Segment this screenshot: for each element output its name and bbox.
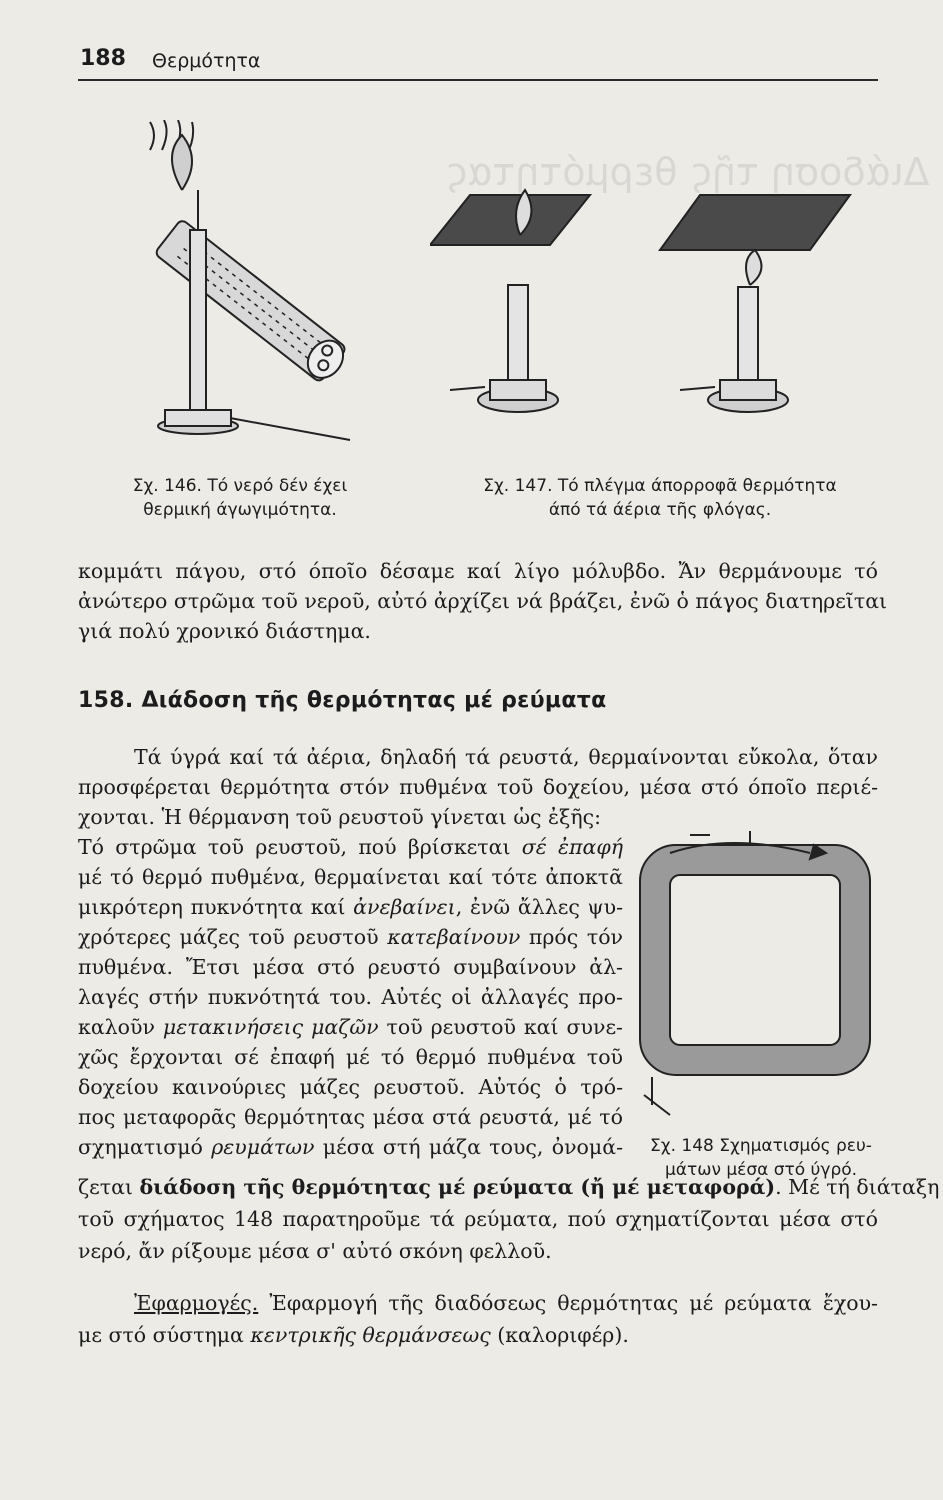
page-number: 188	[80, 46, 126, 71]
narrow-line-2: μέ τό θερμό πυθμένα, θερμαίνεται καί τότε ἀποκτᾶ	[78, 865, 623, 889]
caption-line: άπό τά άέρια τῆς φλόγας.	[548, 500, 772, 520]
caption-line: Σχ. 146. Τό νερό δέν έχει	[132, 476, 348, 496]
text-run: μέσα στή μάζα τους, ὀνομά-	[314, 1135, 623, 1159]
text-run-italic: ρευμάτων	[211, 1135, 315, 1159]
figure-147-illustration	[430, 175, 880, 435]
para-line-1: Τά ύγρά καί τά ἀέρια, δηλαδή τά ρευστά, θερμαίνονται εὔκολα, ὅταν	[134, 745, 878, 769]
tail-line-12	[78, 1174, 940, 1200]
text-run-italic: ἀνεβαίνει	[353, 895, 456, 919]
narrow-line-8: χῶς ἔρχονται σέ ἐπαφή μέ τό θερμό πυθμένα τοῦ	[78, 1045, 623, 1069]
text-run: καλοῦν	[78, 1015, 163, 1039]
header-rule	[78, 79, 878, 81]
narrow-line-6: λαγές στήν πυκνότητά του. Αὐτές οἱ ἀλλαγές προ-	[78, 985, 623, 1009]
text-run-italic: μετακινήσεις μαζῶν	[162, 1015, 379, 1039]
text-run: . Μέ τή διάταξη	[775, 1175, 940, 1199]
running-title: Θερμότητα	[152, 50, 261, 72]
text-run: , ἐνῶ ἄλλες ψυ-	[455, 895, 623, 919]
text-run: Ἐφαρμογές.	[134, 1291, 259, 1315]
tail-line-15	[78, 1290, 878, 1316]
text-run: Τό στρῶμα τοῦ ρευστοῦ, πού βρίσκεται	[78, 835, 522, 859]
intro-line-2: ἀνώτερο στρῶμα τοῦ νεροῦ, αὐτό ἀρχίζει νά βράζει, ἐνῶ ὁ πάγος διατηρεῖται	[78, 589, 888, 613]
caption-line: μάτων μέσα στό ύγρό.	[664, 1160, 858, 1180]
intro-line-1: κομμάτι πάγου, στό όποῖο δέσαμε καί λίγο μόλυβδο. Ἄν θερμάνουμε τό	[78, 559, 878, 583]
narrow-line-4	[78, 924, 623, 950]
bleed-title: Διάδοση τῆς θερμότητας	[445, 150, 930, 194]
text-run: (καλοριφέρ).	[490, 1323, 629, 1347]
narrow-line-10: πος μεταφορᾶς θερμότητας μέσα στά ρευστά, μέ τό	[78, 1105, 623, 1129]
text-run: Ἐφαρμογή τῆς διαδόσεως θερμότητας μέ ρεύματα ἔχου-	[258, 1291, 878, 1315]
figure-148-illustration	[630, 815, 880, 1125]
text-run-italic: κεντρικῆς θερμάνσεως	[250, 1323, 491, 1347]
text-run: πρός τόν	[520, 925, 624, 949]
text-run-italic: σέ ἐπαφή	[521, 835, 623, 859]
narrow-line-7	[78, 1014, 623, 1040]
caption-line: Σχ. 147. Τό πλέγμα άπορροφᾶ θερμότητα	[483, 476, 837, 496]
text-run: με στό σύστημα	[78, 1323, 251, 1347]
text-run-italic: κατεβαίνουν	[387, 925, 521, 949]
caption-line: Σχ. 148 Σχηματισμός ρευ-	[650, 1136, 872, 1156]
intro-line-3: γιά πολύ χρονικό διάστημα.	[78, 619, 371, 643]
para-line-2: προσφέρεται θερμότητα στόν πυθμένα τοῦ δοχείου, μέσα στό όποῖο περιέ-	[78, 775, 878, 799]
narrow-line-9: δοχείου καινούριες μάζες ρευστοῦ. Αὐτός ὁ τρό-	[78, 1075, 623, 1099]
text-run-bold: διάδοση τῆς θερμότητας μέ ρεύματα (ἤ μέ μεταφορά)	[139, 1175, 776, 1199]
text-run: ζεται	[78, 1175, 140, 1199]
narrow-line-11	[78, 1134, 623, 1160]
tail-line-13: τοῦ σχήματος 148 παρατηροῦμε τά ρεύματα, πού σχηματίζονται μέσα στό	[78, 1207, 878, 1231]
caption-line: θερμική άγωγιμότητα.	[143, 500, 337, 520]
narrow-line-1	[78, 834, 623, 860]
para-line-3: χονται. Ἡ θέρμανση τοῦ ρευστοῦ γίνεται ὡς ἐξῆς:	[78, 805, 602, 829]
text-run: χρότερες μάζες τοῦ ρευστοῦ	[78, 925, 388, 949]
text-run: μικρότερη πυκνότητα καί	[78, 895, 354, 919]
section-heading: 158. Διάδοση τῆς θερμότητας μέ ρεύματα	[78, 688, 607, 713]
text-run: τοῦ ρευστοῦ καί συνε-	[378, 1015, 623, 1039]
tail-line-16	[78, 1322, 878, 1348]
figure-146-illustration	[110, 120, 370, 450]
text-run: σχηματισμό	[78, 1135, 212, 1159]
figure-147-caption	[460, 474, 860, 522]
figure-146-caption	[120, 474, 360, 522]
narrow-line-3	[78, 894, 623, 920]
tail-line-14: νερό, ἄν ρίξουμε μέσα σ' αὐτό σκόνη φελλοῦ.	[78, 1239, 552, 1263]
narrow-line-5: πυθμένα. Ἔτσι μέσα στό ρευστό συμβαίνουν ἀλ-	[78, 955, 623, 979]
